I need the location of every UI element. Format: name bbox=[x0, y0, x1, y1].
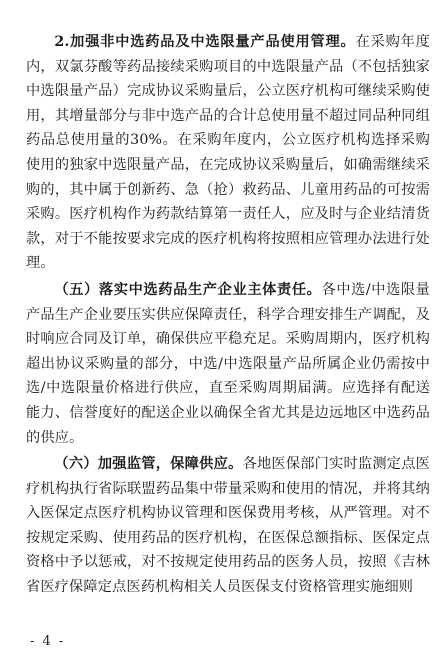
page-number: - 4 - bbox=[30, 634, 66, 649]
document-body bbox=[26, 30, 430, 600]
paragraph-lead: （六）加强监管，保障供应。 bbox=[54, 456, 243, 473]
paragraph-body: 在采购年度内，双氯芬酸等药品接续采购项目的中选限量产品（不包括独家中选限量产品）完成协议采购量后，公立医疗机构可继续采购使用，其增量部分与非中选产品的合计总使用量不超过同品种同组药品总使用量的30%。在采购年度内，公立医疗机构选择采购使用的独家中选限量产品，在完成协议采购量后，如确需继续采购的，其中属于创新药、急（抢）救药品、儿童用药品的可按需采购。医疗机构作为药款结算第一责任人，应及时与企业结清货款，对于不能按要求完成的医疗机构将按照相应管理办法进行处理。 bbox=[26, 34, 430, 272]
paragraph-body: 各地医保部门实时监测定点医疗机构执行省际联盟药品集中带量采购和使用的情况，并将其纳入医保定点医疗机构协议管理和医保费用考核，从严管理。对不按规定采购、使用药品的医疗机构，在医保总额指标、医保定点资格中予以惩戒，对不按规定使用药品的医务人员，按照《吉林省医疗保障定点医药机构相关人员医保支付资格管理实施细则 bbox=[26, 456, 430, 596]
paragraph-lead: 2.加强非中选药品及中选限量产品使用管理。 bbox=[54, 34, 356, 50]
paragraph-enterprise-responsibility bbox=[26, 278, 430, 450]
paragraph-body: 各中选/中选限量产品生产企业要压实供应保障责任，科学合理安排生产调配，及时响应合同及订单，确保供应平稳充足。采购周期内，医疗机构超出协议采购量的部分，中选/中选限量产品所属企业仍需按中选/中选限量价格进行供应，直至采购周期届满。应选择有配送能力、信誉度好的配送企业以确保全省尤其是边远地区中选药品的供应。 bbox=[26, 281, 430, 446]
paragraph-lead: （五）落实中选药品生产企业主体责任。 bbox=[54, 281, 322, 298]
paragraph-non-selected-drug-management bbox=[26, 30, 430, 276]
paragraph-supervision-supply bbox=[26, 452, 430, 600]
